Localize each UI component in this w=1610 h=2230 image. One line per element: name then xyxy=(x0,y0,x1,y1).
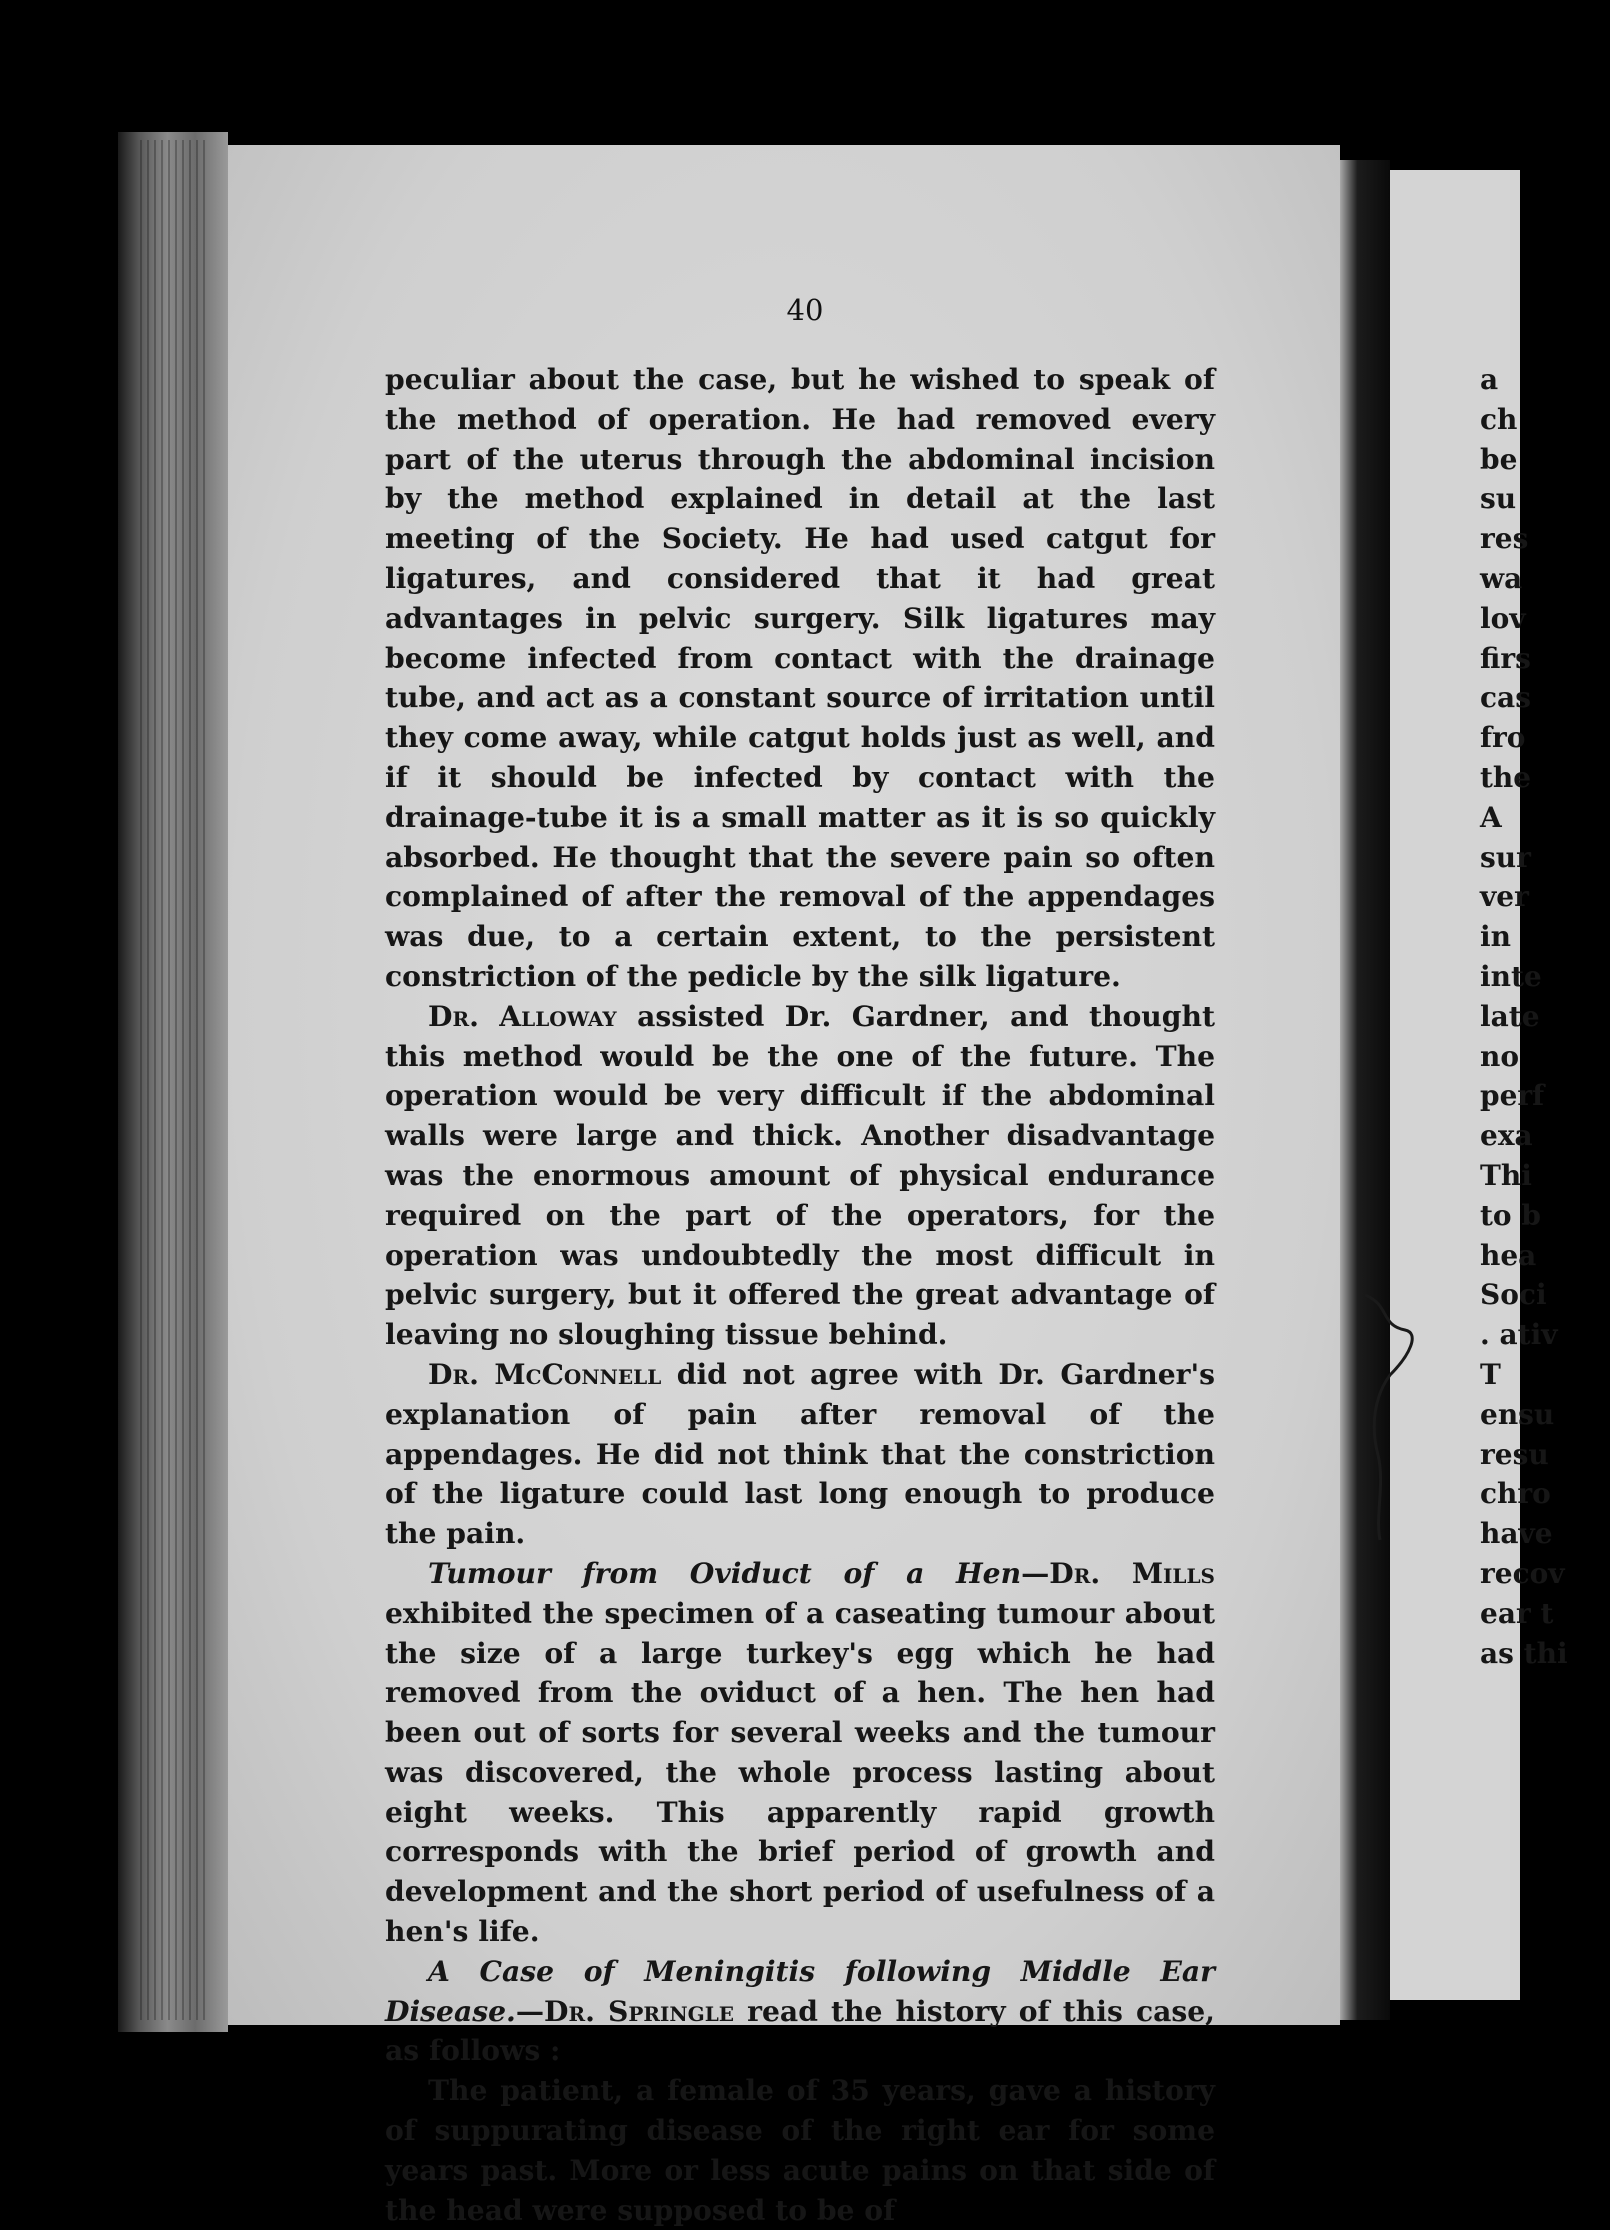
paragraph xyxy=(385,1355,1215,1554)
page-number: 40 xyxy=(786,293,824,327)
adjacent-page-fragment: be xyxy=(1480,442,1518,476)
text-run: did not agree with Dr. Gardner's explanation of pain after removal of the appendages. He did not think that the constriction of the ligature could last long enough to produce the pain. xyxy=(385,1357,1215,1551)
adjacent-page-fragment: A xyxy=(1480,800,1502,834)
section-heading: A Case of Meningitis following Middle Ear Disease. xyxy=(385,1954,1215,2028)
adjacent-page-fragment: ensu xyxy=(1480,1397,1555,1431)
adjacent-page-fragment: sur xyxy=(1480,840,1531,874)
pen-scribble xyxy=(1360,1285,1440,1545)
book-gutter xyxy=(1340,160,1390,2020)
paragraph xyxy=(385,1952,1215,2071)
text-run: exhibited the specimen of a caseating tumour about the size of a large turkey's egg which he had removed from the oviduct of a hen. The hen had been out of sorts for several weeks and the tumour was discovered, the whole process lasting about eight weeks. This apparently rapid growth corresponds with the brief period of growth and development and the short period of usefulness of a hen's life. xyxy=(385,1596,1215,1949)
speaker-name: Dr. Mills xyxy=(1049,1556,1215,1590)
adjacent-page-fragment: exa xyxy=(1480,1119,1533,1153)
adjacent-page-fragment: fro xyxy=(1480,721,1526,755)
speaker-name: Dr. Alloway xyxy=(428,999,617,1033)
adjacent-page-fragment: res xyxy=(1480,522,1529,556)
paragraph xyxy=(385,997,1215,1355)
adjacent-page-fragment: T xyxy=(1480,1357,1501,1391)
adjacent-page-fragment: chro xyxy=(1480,1477,1551,1511)
paragraph xyxy=(385,360,1215,997)
adjacent-page-fragment: wa xyxy=(1480,561,1523,595)
section-heading: Tumour from Oviduct of a Hen xyxy=(428,1556,1022,1590)
speaker-name: Dr. Springle xyxy=(544,1994,735,2028)
adjacent-page-fragment: Thi xyxy=(1480,1158,1532,1192)
adjacent-page-fragment: firs xyxy=(1480,641,1531,675)
adjacent-page-fragment: a xyxy=(1480,363,1499,396)
adjacent-page-text xyxy=(1480,360,1568,1673)
text-run: read the history of this case, as follows : xyxy=(385,1994,1215,2068)
adjacent-page-fragment: the xyxy=(1480,760,1532,794)
adjacent-page-fragment: as thi xyxy=(1480,1636,1568,1670)
adjacent-page-fragment: perf xyxy=(1480,1079,1545,1113)
page-edges xyxy=(140,140,210,2020)
page-body-text xyxy=(385,360,1215,2230)
adjacent-page-fragment: have xyxy=(1480,1517,1553,1551)
adjacent-page-fragment: late xyxy=(1480,999,1540,1033)
text-run: assisted Dr. Gardner, and thought this method would be the one of the future. The operation would be very difficult if the abdominal walls were large and thick. Another disadvantage was the enormous amount of physical endurance required on the part of the operators, for the operation was undoubtedly the most difficult in pelvic surgery, but it offered the great advantage of leaving no sloughing tissue behind. xyxy=(385,999,1216,1352)
speaker-name: Dr. McConnell xyxy=(428,1357,662,1391)
adjacent-page-fragment: recov xyxy=(1480,1556,1565,1590)
adjacent-page-fragment: ear t xyxy=(1480,1596,1554,1630)
adjacent-page-fragment: to b xyxy=(1480,1198,1541,1232)
adjacent-page-fragment: hea xyxy=(1480,1238,1537,1272)
text-run: The patient, a female of 35 years, gave a history of suppurating disease of the right ear for some years past. More or less acute pains on that side of the head were supposed to be of xyxy=(385,2074,1215,2227)
text-run: — xyxy=(515,1994,545,2028)
paragraph xyxy=(385,1554,1215,1952)
adjacent-page-fragment: resu xyxy=(1480,1437,1549,1471)
adjacent-page-fragment: ver xyxy=(1480,880,1529,914)
adjacent-page-fragment: . ativ xyxy=(1480,1318,1558,1352)
adjacent-page-fragment: Soci xyxy=(1480,1278,1547,1312)
adjacent-page-fragment: in xyxy=(1480,920,1511,954)
text-run: — xyxy=(1021,1556,1050,1590)
paragraph xyxy=(385,2071,1215,2230)
text-run: peculiar about the case, but he wished to speak of the method of operation. He had removed every part of the uterus through the abdominal incision by the method explained in detail at the last meeting of the Society. He had used catgut for ligatures, and considered that it had great advantages in pelvic surgery. Silk ligatures may become infected from contact with the drainage tube, and act as a constant source of irritation until they come away, while catgut holds just as well, and if it should be infected by contact with the drainage-tube it is a small matter as it is so quickly absorbed. He thought that the severe pain so often complained of after the removal of the appendages was due, to a certain extent, to the persistent constriction of the pedicle by the silk ligature. xyxy=(385,363,1215,993)
adjacent-page-fragment: ch xyxy=(1480,402,1518,436)
adjacent-page-fragment: su xyxy=(1480,482,1517,516)
adjacent-page-fragment: no xyxy=(1480,1039,1520,1073)
adjacent-page-fragment: cas xyxy=(1480,681,1531,715)
adjacent-page-fragment: lov xyxy=(1480,601,1526,635)
adjacent-page-fragment: inte xyxy=(1480,959,1542,993)
